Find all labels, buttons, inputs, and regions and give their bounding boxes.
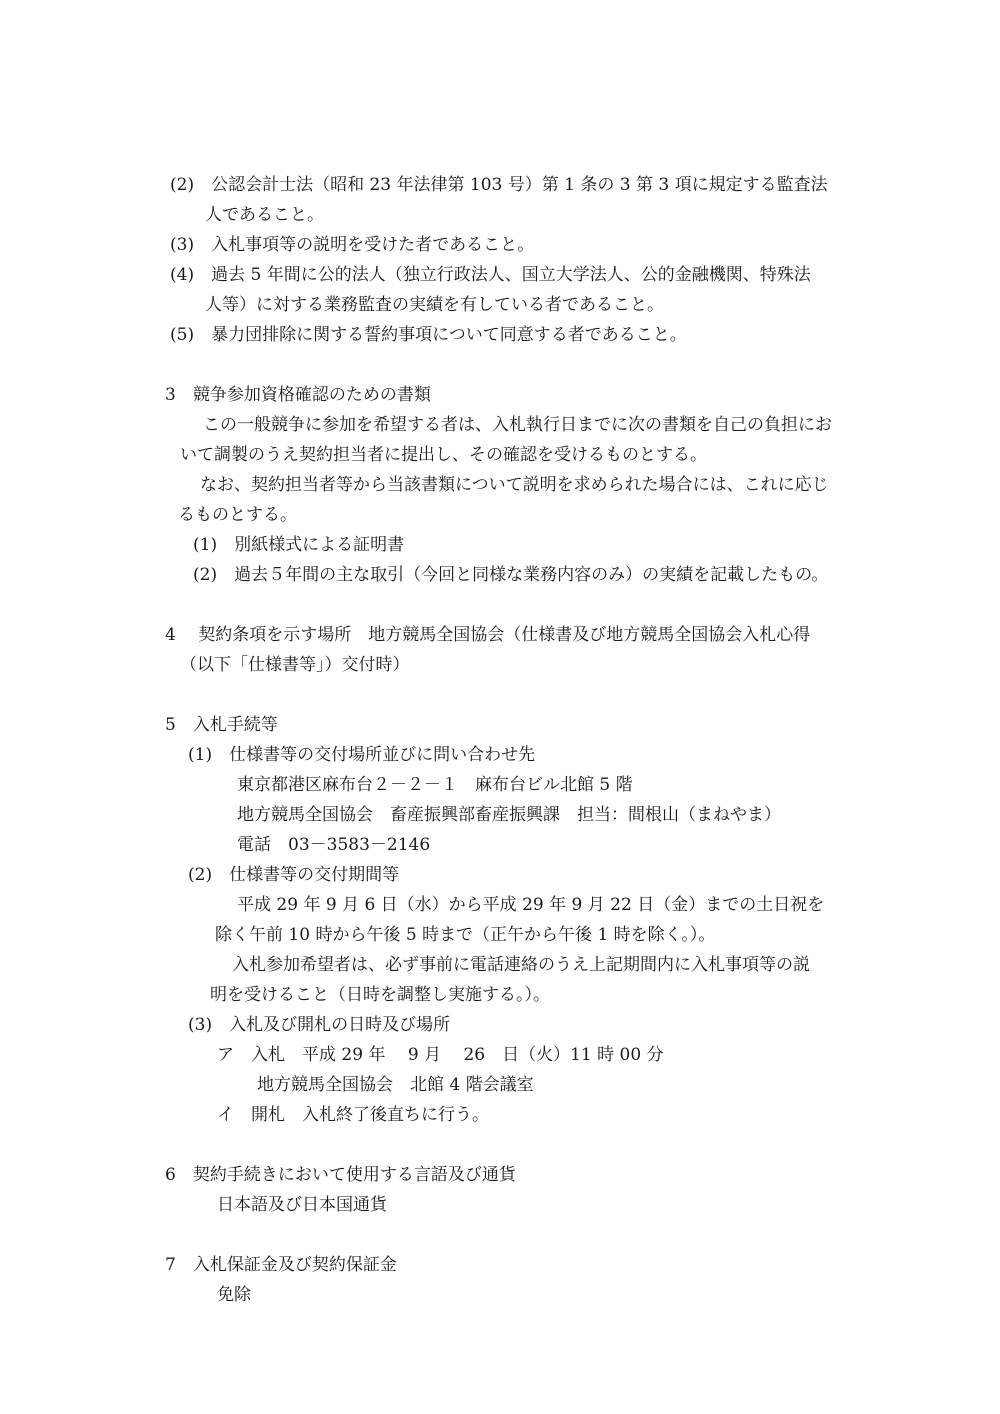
- phone: 電話 03－3583－2146: [237, 835, 431, 855]
- section-6-heading: 6 契約手続きにおいて使用する言語及び通貨: [165, 1165, 516, 1185]
- section-3-paragraph-1-line-2: いて調製のうえ契約担当者に提出し、その確認を受けるものとする。: [180, 445, 707, 465]
- item-4-line-1: (4) 過去 5 年間に公的法人（独立行政法人、国立大学法人、公的金融機関、特殊法: [170, 265, 811, 285]
- section-5-sub-2: (2) 仕様書等の交付期間等: [188, 865, 400, 885]
- section-5-sub-2-paragraph-2-line-1: 入札参加希望者は、必ず事前に電話連絡のうえ上記期間内に入札事項等の説: [232, 955, 810, 975]
- section-5-sub-2-paragraph-1-line-2: 除く午前 10 時から午後 5 時まで（正午から午後 1 時を除く。）。: [215, 925, 716, 945]
- section-3-heading: 3 競争参加資格確認のための書類: [165, 385, 431, 405]
- section-5-sub-2-paragraph-1-line-1: 平成 29 年 9 月 6 日（水）から平成 29 年 9 月 22 日（金）までの土日祝を: [237, 895, 825, 915]
- item-2-line-2: 人であること。: [205, 205, 324, 225]
- section-3-paragraph-2-line-2: るものとする。: [178, 505, 297, 525]
- section-6-body: 日本語及び日本国通貨: [217, 1195, 387, 1215]
- address: 東京都港区麻布台２－２－１ 麻布台ビル北館 5 階: [237, 775, 633, 795]
- section-3-item-2: (2) 過去５年間の主な取引（今回と同様な業務内容のみ）の実績を記載したもの。: [193, 565, 829, 585]
- item-5: (5) 暴力団排除に関する誓約事項について同意する者であること。: [170, 325, 687, 345]
- section-4-line-2: （以下「仕様書等」）交付時）: [180, 655, 410, 675]
- section-5-sub-2-paragraph-2-line-2: 明を受けること（日時を調整し実施する。）。: [210, 985, 550, 1005]
- bid-place: 地方競馬全国協会 北館 4 階会議室: [257, 1075, 534, 1095]
- item-4-line-2: 人等）に対する業務監査の実績を有している者であること。: [205, 295, 664, 315]
- section-7-body: 免除: [217, 1285, 251, 1305]
- section-5-sub-3: (3) 入札及び開札の日時及び場所: [188, 1015, 451, 1035]
- section-3-paragraph-1-line-1: この一般競争に参加を希望する者は、入札執行日までに次の書類を自己の負担にお: [203, 415, 832, 435]
- bid-datetime: ア 入札 平成 29 年 9 月 26 日（火）11 時 00 分: [217, 1045, 664, 1065]
- section-3-paragraph-2-line-1: なお、契約担当者等から当該書類について説明を求められた場合には、これに応じ: [200, 475, 829, 495]
- section-7-heading: 7 入札保証金及び契約保証金: [165, 1255, 397, 1275]
- contact: 地方競馬全国協会 畜産振興部畜産振興課 担当：間根山（まねやま）: [237, 805, 781, 825]
- item-3: (3) 入札事項等の説明を受けた者であること。: [170, 235, 535, 255]
- section-3-item-1: (1) 別紙様式による証明書: [193, 535, 405, 555]
- opening-line: イ 開札 入札終了後直ちに行う。: [217, 1105, 489, 1125]
- item-2-line-1: (2) 公認会計士法（昭和 23 年法律第 103 号）第 1 条の 3 第 3 項に規定する監査法: [170, 175, 828, 195]
- section-5-heading: 5 入札手続等: [165, 715, 278, 735]
- section-4-line-1: 4 契約条項を示す場所 地方競馬全国協会（仕様書及び地方競馬全国協会入札心得: [165, 625, 811, 645]
- section-5-sub-1: (1) 仕様書等の交付場所並びに問い合わせ先: [188, 745, 536, 765]
